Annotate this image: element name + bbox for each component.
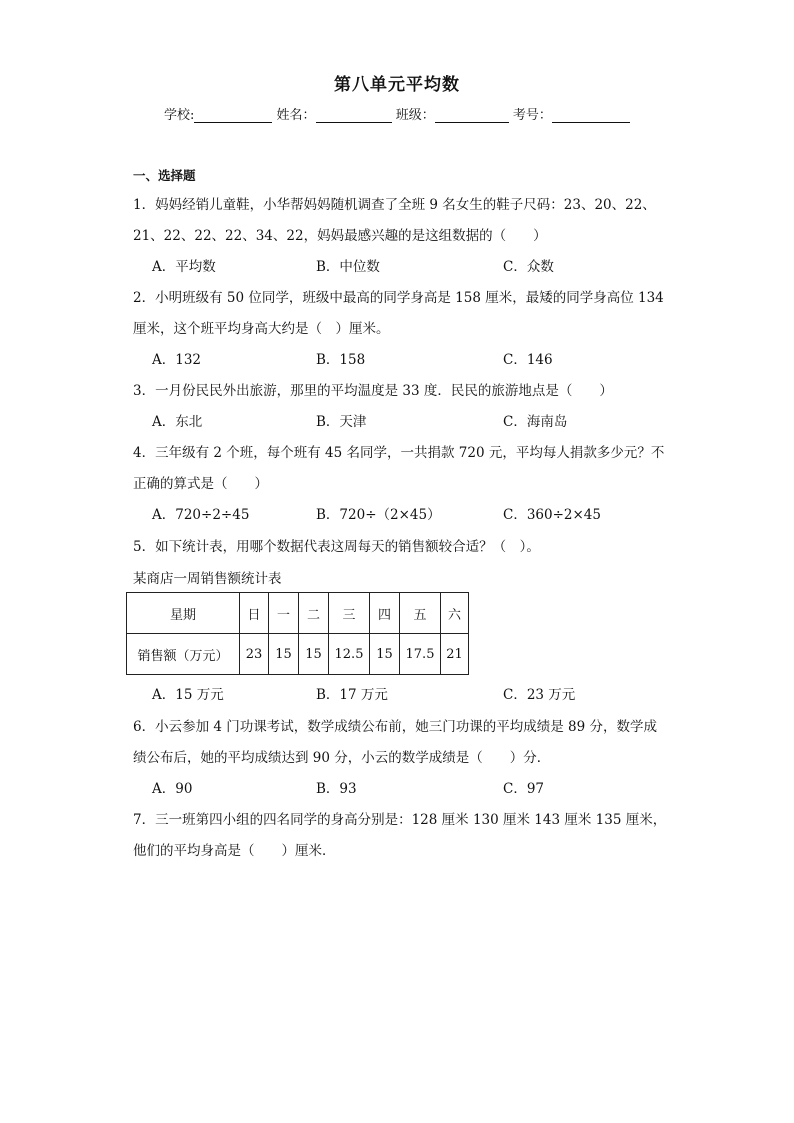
question-6-option-a[interactable]: A．90 bbox=[152, 781, 193, 797]
question-3-line-1: 3．一月份民民外出旅游，那里的平均温度是 33 度．民民的旅游地点是（ ） bbox=[133, 383, 613, 399]
question-2-line-2: 厘米，这个班平均身高大约是（ ）厘米。 bbox=[133, 321, 390, 337]
page-title: 第八单元平均数 bbox=[334, 75, 460, 95]
day-cell: 五 bbox=[400, 593, 441, 634]
school-blank[interactable] bbox=[194, 108, 272, 123]
section-title: 一、选择题 bbox=[133, 168, 196, 183]
day-cell: 日 bbox=[240, 593, 269, 634]
day-cell: 二 bbox=[299, 593, 329, 634]
table-row bbox=[127, 634, 469, 675]
table-row-label: 销售额（万元） bbox=[127, 634, 240, 675]
name-blank[interactable] bbox=[316, 108, 392, 123]
question-6-option-b[interactable]: B．93 bbox=[316, 781, 357, 797]
class-label: 班级： bbox=[395, 108, 435, 123]
school-label: 学校: bbox=[164, 108, 195, 123]
exam-number-blank[interactable] bbox=[552, 108, 630, 123]
question-4-option-a[interactable]: A．720÷2÷45 bbox=[152, 507, 250, 523]
question-6-line-1: 6．小云参加 4 门功课考试，数学成绩公布前，她三门功课的平均成绩是 89 分，数学成 bbox=[133, 719, 658, 735]
value-cell: 15 bbox=[299, 634, 329, 675]
question-5-option-b[interactable]: B．17 万元 bbox=[316, 687, 388, 703]
question-2-option-c[interactable]: C．146 bbox=[503, 352, 553, 368]
question-1-option-a[interactable]: A．平均数 bbox=[152, 259, 216, 275]
day-cell: 三 bbox=[329, 593, 370, 634]
question-3-option-a[interactable]: A．东北 bbox=[152, 414, 203, 430]
question-5-option-a[interactable]: A．15 万元 bbox=[152, 687, 224, 703]
student-info-row bbox=[164, 104, 630, 123]
question-7-line-1: 7．三一班第四小组的四名同学的身高分别是：128 厘米 130 厘米 143 厘米 135 厘米， bbox=[133, 812, 667, 828]
question-5-option-c[interactable]: C．23 万元 bbox=[503, 687, 576, 703]
table-row bbox=[127, 593, 469, 634]
question-3-option-b[interactable]: B．天津 bbox=[316, 414, 367, 430]
question-7-line-2: 他们的平均身高是（ ）厘米． bbox=[133, 843, 336, 859]
question-6-line-2: 绩公布后，她的平均成绩达到 90 分，小云的数学成绩是（ ）分． bbox=[133, 750, 551, 766]
name-label: 姓名： bbox=[276, 108, 316, 123]
question-2-line-1: 2．小明班级有 50 位同学，班级中最高的同学身高是 158 厘米，最矮的同学身高位 134 bbox=[133, 290, 664, 306]
value-cell: 23 bbox=[240, 634, 269, 675]
question-4-option-b[interactable]: B．720÷（2×45） bbox=[316, 507, 441, 523]
question-4-option-c[interactable]: C．360÷2×45 bbox=[503, 507, 601, 523]
table-header-label: 星期 bbox=[127, 593, 240, 634]
question-2-option-a[interactable]: A．132 bbox=[152, 352, 202, 368]
exam-number-label: 考号： bbox=[512, 108, 552, 123]
class-blank[interactable] bbox=[435, 108, 509, 123]
question-1-option-c[interactable]: C．众数 bbox=[503, 259, 554, 275]
value-cell: 15 bbox=[269, 634, 299, 675]
question-4-line-1: 4．三年级有 2 个班，每个班有 45 名同学，一共捐款 720 元，平均每人捐款多少元？不 bbox=[133, 445, 665, 461]
question-6-option-c[interactable]: C．97 bbox=[503, 781, 545, 797]
question-1-line-1: 1．妈妈经销儿童鞋，小华帮妈妈随机调查了全班 9 名女生的鞋子尺码：23、20、22、 bbox=[133, 197, 656, 213]
question-2-option-b[interactable]: B．158 bbox=[316, 352, 366, 368]
question-1-option-b[interactable]: B．中位数 bbox=[316, 259, 380, 275]
day-cell: 一 bbox=[269, 593, 299, 634]
day-cell: 四 bbox=[370, 593, 400, 634]
value-cell: 21 bbox=[441, 634, 469, 675]
question-4-line-2: 正确的算式是（ ） bbox=[133, 476, 268, 492]
value-cell: 12.5 bbox=[329, 634, 370, 675]
value-cell: 15 bbox=[370, 634, 400, 675]
day-cell: 六 bbox=[441, 593, 469, 634]
question-1-line-2: 21、22、22、22、34、22，妈妈最感兴趣的是这组数据的（ ） bbox=[133, 228, 547, 244]
table-caption: 某商店一周销售额统计表 bbox=[133, 571, 282, 587]
value-cell: 17.5 bbox=[400, 634, 441, 675]
question-3-option-c[interactable]: C．海南岛 bbox=[503, 414, 568, 430]
question-5-line-1: 5．如下统计表，用哪个数据代表这周每天的销售额较合适？（ ）。 bbox=[133, 539, 540, 555]
sales-table bbox=[126, 592, 469, 675]
